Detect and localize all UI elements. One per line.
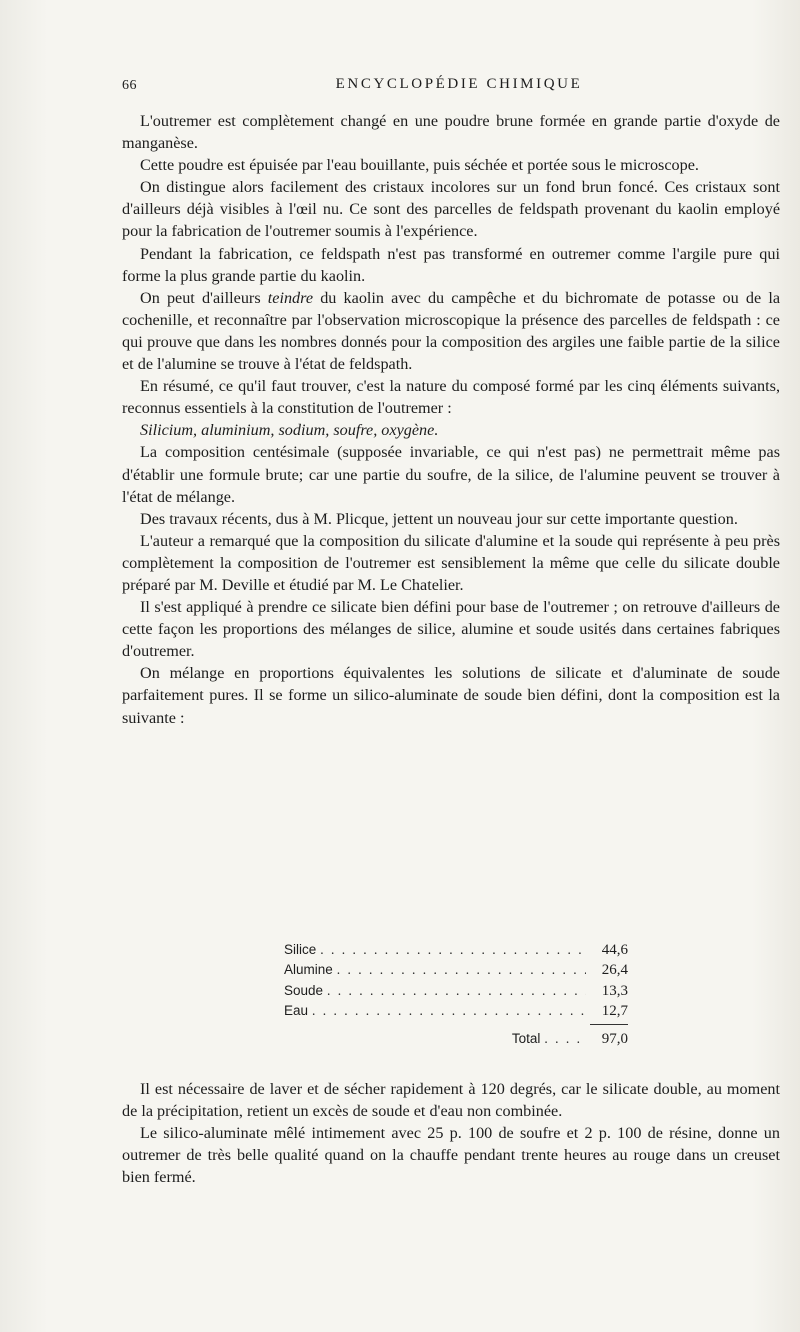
page-number: 66 [122,78,137,93]
leader-dots [327,981,586,1000]
paragraph: En résumé, ce qu'il faut trouver, c'est la nature du composé formé par les cinq éléments suivants, reconnus essentiels à la constitution de l'outremer : [122,377,780,418]
leader-dots [320,940,586,959]
total-row [284,1029,628,1049]
page-header [122,76,780,100]
total-label: Total [511,1030,541,1046]
leader-dots [337,960,586,979]
total-dots: . . . . [544,1030,582,1046]
elements-line: Silicium, aluminium, sodium, soufre, oxygène. [140,421,439,440]
text-run: du kaolin avec du campêche et du bichromate de potasse ou de la cochenille, et reconnaître par l'observation microscopique la présence des parcelles de feldspath : ce qui prouve que dans les nombres donnés pour la composition des argiles une faible partie de la silice et de l'alumine se trouve à l'état de feldspath. [122,288,781,374]
row-value: 12,7 [601,1003,628,1020]
body-text [122,110,780,729]
row-value: 26,4 [601,962,628,979]
row-value: 44,6 [601,942,628,958]
row-label: Eau [284,1003,309,1019]
composition-table [284,940,628,1049]
table-row [284,1001,628,1021]
paragraph: Cette poudre est épuisée par l'eau bouillante, puis séchée et portée sous le microscope. [140,156,699,175]
text-run: On peut d'ailleurs [140,288,268,307]
paragraph: L'outremer est complètement changé en une poudre brune formée en grande partie d'oxyde de manganèse. [122,112,780,153]
paragraph-teindre [122,287,780,375]
body-text-end [122,1078,780,1188]
paragraph: Il est nécessaire de laver et de sécher rapidement à 120 degrés, car le silicate double, au moment de la précipitation, retient un excès de soude et d'eau non combinée. [122,1080,780,1121]
row-value: 13,3 [601,982,628,999]
row-label: Silice [284,942,317,957]
paragraph: Des travaux récents, dus à M. Plicque, jettent un nouveau jour sur cette importante question. [140,509,738,528]
total-value: 97,0 [601,1030,628,1047]
table-row [284,960,628,980]
italic-word: teindre [267,288,314,307]
sum-rule [590,1024,628,1025]
paragraph: Le silico-aluminate mêlé intimement avec 25 p. 100 de soufre et 2 p. 100 de résine, donne un outremer de très belle qualité quand on la chauffe pendant trente heures au rouge dans un creuset bien fermé. [122,1124,780,1187]
paragraph: On mélange en proportions équivalentes les solutions de silicate et d'aluminate de soude parfaitement pures. Il se forme un silico-aluminate de soude bien défini, dont la composition est la suivante : [122,664,780,727]
table-row [284,940,628,960]
paragraph: On distingue alors facilement des cristaux incolores sur un fond brun foncé. Ces cristaux sont d'ailleurs déjà visibles à l'œil nu. Ce sont des parcelles de feldspath provenant du kaolin employé pour la fabrication de l'outremer soumis à l'expérience. [122,178,780,241]
row-label: Alumine [284,962,333,978]
paragraph: L'auteur a remarqué que la composition du silicate d'alumine et la soude qui représente à peu près complètement la composition de l'outremer est sensiblement la même que celle du silicate double préparé par M. Deville et étudié par M. Le Chatelier. [122,531,780,594]
paragraph: Il s'est appliqué à prendre ce silicate bien défini pour base de l'outremer ; on retrouve d'ailleurs de cette façon les proportions des mélanges de silice, alumine et soude usités dans certaines fabriques d'outremer. [122,598,780,661]
table-row [284,981,628,1001]
paragraph: La composition centésimale (supposée invariable, ce qui n'est pas) ne permettrait même pas d'établir une formule brute; car une partie du soufre, de la silice, de l'alumine peuvent se trouver à l'état de mélange. [122,443,780,506]
row-label: Soude [284,982,324,998]
paragraph: Pendant la fabrication, ce feldspath n'est pas transformé en outremer comme l'argile pure qui forme la plus grande partie du kaolin. [122,244,780,285]
running-title: ENCYCLOPÉDIE CHIMIQUE [335,76,583,92]
leader-dots [312,1001,586,1020]
